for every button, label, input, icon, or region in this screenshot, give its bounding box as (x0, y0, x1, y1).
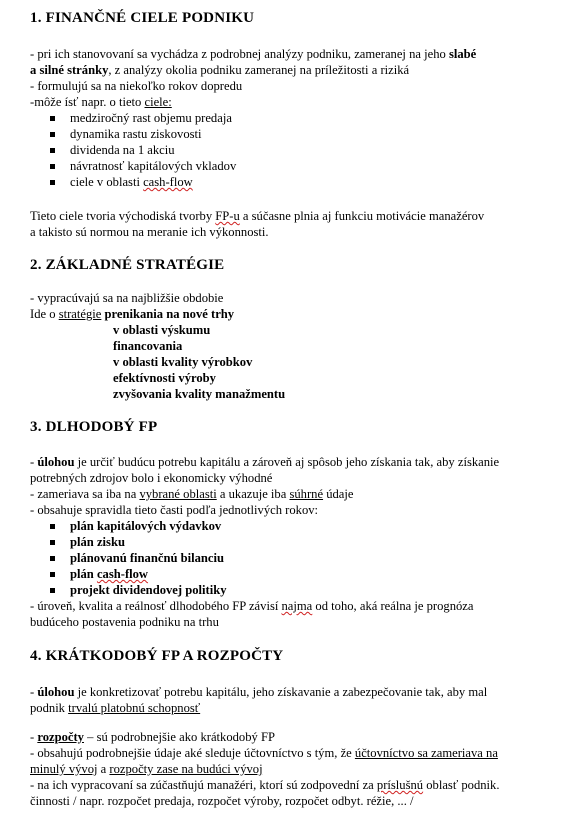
bullet-icon (50, 164, 55, 169)
s2-item-5: zvyšovania kvality manažmentu (113, 387, 286, 401)
s3-bullet-1: plán kapitálových výdavkov (70, 519, 222, 533)
bullet-icon (50, 132, 55, 137)
s4-line-2: podnik trvalú platobnú schopnosť (30, 701, 201, 715)
section-1-heading: 1. FINANČNÉ CIELE PODNIKU (30, 10, 255, 26)
s4-line-7: činnosti / napr. rozpočet predaja, rozpočet výroby, rozpočet odbyt. réžie, ... / (30, 794, 414, 808)
s2-item-3: v oblasti kvality výrobkov (113, 355, 253, 369)
s3-line-5: - úroveň, kvalita a reálnosť dlhodobého FP závisí najma od toho, aká reálna je prognóza (30, 599, 474, 613)
s4-line-6: - na ich vypracovaní sa zúčastňujú manažéri, ktorí sú zodpovední za príslušnú oblasť podnik. (30, 778, 500, 792)
s1-bullet-4: návratnosť kapitálových vkladov (70, 159, 237, 173)
section-2-heading: 2. ZÁKLADNÉ STRATÉGIE (30, 257, 225, 273)
s4-line-5: minulý vývoj a rozpočty zase na budúci vývoj (30, 762, 263, 776)
s1-bullet-5: ciele v oblasti cash-flow (70, 175, 193, 189)
s1-line-1: - pri ich stanovovaní sa vychádza z podrobnej analýzy podniku, zameranej na jeho slabé (30, 47, 477, 61)
s4-line-1: - úlohou je konkretizovať potrebu kapitálu, jeho získavanie a zabezpečovanie tak, aby mal (30, 685, 488, 699)
section-3-heading: 3. DLHODOBÝ FP (30, 419, 158, 435)
s3-bullet-2: plán zisku (70, 535, 125, 549)
s1-line-2: a silné stránky, z analýzy okolia podniku zameranej na príležitosti a riziká (30, 63, 410, 77)
s3-line-2: potrebných zdrojov bolo i ekonomicky výhodné (30, 471, 273, 485)
s2-item-4: efektívnosti výroby (113, 371, 216, 385)
section-4-heading: 4. KRÁTKODOBÝ FP A ROZPOČTY (30, 648, 284, 664)
s3-line-3: - zameriava sa iba na vybrané oblasti a ukazuje iba súhrné údaje (30, 487, 354, 501)
bullet-icon (50, 556, 55, 561)
s3-line-1: - úlohou je určiť budúcu potrebu kapitálu a zároveň aj spôsob jeho získania tak, aby získanie (30, 455, 500, 469)
bullet-icon (50, 540, 55, 545)
s1-text-1: Tieto ciele tvoria východiská tvorby FP-u a súčasne plnia aj funkciu motivácie manažérov (30, 209, 485, 223)
s1-line-3: - formulujú sa na niekoľko rokov dopredu (30, 79, 243, 93)
s1-line-4: -môže ísť napr. o tieto ciele: (30, 95, 172, 109)
s2-item-2: financovania (113, 339, 183, 353)
s1-bullet-1: medziročný rast objemu predaja (70, 111, 232, 125)
s2-item-1: v oblasti výskumu (113, 323, 211, 337)
bullet-icon (50, 148, 55, 153)
s3-bullet-5: projekt dividendovej politiky (70, 583, 227, 597)
s3-line-4: - obsahuje spravidla tieto časti podľa jednotlivých rokov: (30, 503, 319, 517)
s2-line-2: Ide o stratégie prenikania na nové trhy (30, 307, 235, 321)
s3-line-6: budúceho postavenia podniku na trhu (30, 615, 219, 629)
s1-text-2: a takisto sú normou na meranie ich výkonnosti. (30, 225, 269, 239)
s1-bullet-2: dynamika rastu ziskovosti (70, 127, 202, 141)
s3-bullet-4: plán cash-flow (70, 567, 149, 581)
s1-bullet-3: dividenda na 1 akciu (70, 143, 175, 157)
s2-line-1: - vypracúvajú sa na najbližšie obdobie (30, 291, 224, 305)
bullet-icon (50, 116, 55, 121)
s4-line-3: - rozpočty – sú podrobnejšie ako krátkodobý FP (30, 730, 275, 744)
bullet-icon (50, 524, 55, 529)
s3-bullet-3: plánovanú finančnú bilanciu (70, 551, 224, 565)
s4-line-4: - obsahujú podrobnejšie údaje aké sleduje účtovníctvo s tým, že účtovníctvo sa zameriava na (30, 746, 498, 760)
bullet-icon (50, 572, 55, 577)
bullet-icon (50, 180, 55, 185)
bullet-icon (50, 588, 55, 593)
